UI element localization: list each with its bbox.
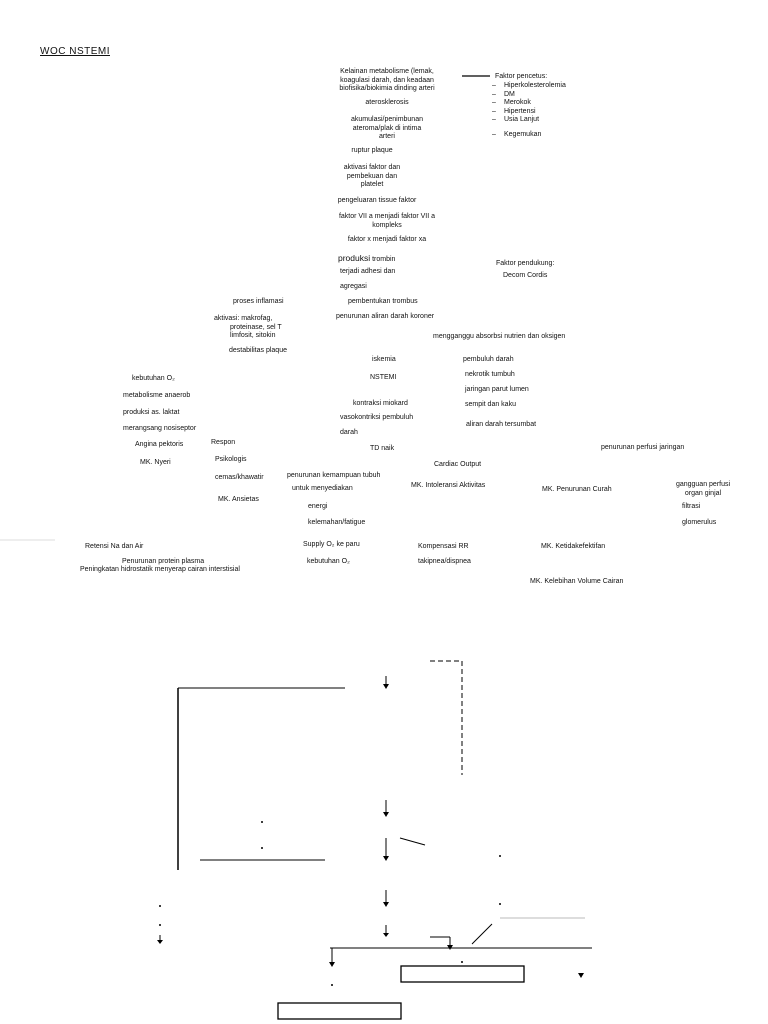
node-agregasi: agregasi [340, 283, 367, 290]
node-td-naik: TD naik [370, 445, 395, 452]
node-retensi-na: Retensi Na dan Air [85, 543, 144, 550]
node-kontraksi-miokard: kontraksi miokard [353, 400, 408, 407]
node-kebutuhan-o2-paru: kebutuhan O₂ [307, 558, 350, 565]
node-mengganggu-absorbsi: mengganggu absorbsi nutrien dan oksigen [433, 333, 566, 340]
node-cardiac-output: Cardiac Output [434, 461, 482, 468]
node-destabilitas-plaque: destabilitas plaque [229, 347, 287, 354]
node-aktivasi-faktor: aktivasi faktor dan pembekuan dan platelet [343, 164, 401, 188]
node-jaringan-parut: jaringan parut lumen [465, 386, 529, 393]
mk-nyeri: MK. Nyeri [140, 459, 171, 466]
node-akumulasi-plak: akumulasi/penimbunan ateroma/plak di intima arteri [351, 116, 423, 140]
node-faktor-x: faktor x menjadi faktor xa [347, 236, 427, 243]
mk-ansietas: MK. Ansietas [218, 496, 259, 503]
node-menyediakan: untuk menyediakan [292, 485, 353, 492]
mk-kelebihan-volume: MK. Kelebihan Volume Cairan [530, 578, 624, 585]
faktor-pencetus-label: Faktor pencetus: [495, 73, 548, 80]
node-penurunan-protein: Penurunan protein plasma [122, 558, 205, 565]
node-tissue-faktor: pengeluaran tissue faktor [337, 197, 417, 204]
mk-ketidakefektifan: MK. Ketidakefektifan [541, 543, 606, 550]
node-hidrostatik: Peningkatan hidrostatik menyerap cairan interstisial [80, 566, 240, 573]
node-energi: energi [308, 503, 328, 510]
node-penurunan-kemampuan: penurunan kemampuan tubuh [287, 472, 381, 479]
node-angina: Angina pektoris [135, 441, 184, 448]
node-faktor-vii: faktor VII a menjadi faktor VII a kompleks [338, 213, 436, 229]
node-takipnea: takipnea/dispnea [418, 558, 471, 565]
node-kebutuhan-o2: kebutuhan O₂ [132, 375, 175, 382]
node-metabolisme-anaerob: metabolisme anaerob [123, 392, 191, 399]
node-aktivasi-makrofag: aktivasi: makrofag, proteinase, sel T limfosit, sitokin [214, 315, 282, 339]
node-nekrotik: nekrotik tumbuh [465, 371, 515, 378]
node-produksi-trombin: produksi trombin [338, 253, 396, 263]
node-nstemi: NSTEMI [370, 374, 397, 381]
node-sempit-kaku: sempit dan kaku [465, 401, 516, 408]
node-proses-inflamasi: proses inflamasi [233, 298, 284, 305]
node-kelainan-metabolisme: Kelainan metabolisme (lemak, koagulasi darah, dan keadaan biofisika/biokimia dinding arteri [339, 68, 435, 92]
mk-penurunan-curah: MK. Penurunan Curah [542, 486, 612, 493]
faktor-pendukung-item: Decom Cordis [503, 272, 548, 279]
node-kelemahan: kelemahan/fatigue [308, 519, 366, 526]
node-pembentukan-trombus: pembentukan trombus [348, 298, 418, 305]
node-penurunan-aliran: penurunan aliran darah koroner [336, 313, 435, 320]
node-nosiseptor: merangsang nosiseptor [123, 425, 197, 432]
faktor-pencetus-list: – Hiperkolesterolemia – DM – Merokok – Hipertensi – Usia Lanjut – Kegemukan [492, 82, 566, 138]
node-darah: darah [340, 429, 358, 436]
node-kompensasi-rr: Kompensasi RR [418, 543, 469, 550]
node-penurunan-perfusi: penurunan perfusi jaringan [601, 444, 685, 451]
page-title: WOC NSTEMI [40, 46, 110, 57]
node-gangguan-perfusi-ginjal: gangguan perfusi organ ginjal [675, 481, 731, 497]
node-filtrasi: filtrasi [682, 503, 701, 510]
node-ruptur-plaque: ruptur plaque [351, 147, 393, 154]
mk-intoleransi-aktivitas: MK. Intoleransi Aktivitas [411, 482, 486, 489]
node-cemas: cemas/khawatir [215, 474, 264, 481]
node-vasokontriksi: vasokontriksi pembuluh [340, 414, 414, 421]
node-pembuluh-darah: pembuluh darah [463, 356, 514, 363]
node-produksi-laktat: produksi as. laktat [123, 409, 180, 416]
node-supply-o2: Supply O₂ ke paru [303, 541, 360, 548]
node-iskemia: iskemia [372, 356, 396, 363]
node-adhesi: terjadi adhesi dan [340, 268, 396, 275]
faktor-pendukung-label: Faktor pendukung: [496, 260, 555, 267]
node-psikologis: Psikologis [215, 456, 247, 463]
node-aliran-tersumbat: aliran darah tersumbat [466, 421, 537, 428]
node-glomerulus: glomerulus [682, 519, 717, 526]
node-respon: Respon [211, 439, 236, 446]
node-aterosklerosis: aterosklerosis [365, 99, 409, 106]
